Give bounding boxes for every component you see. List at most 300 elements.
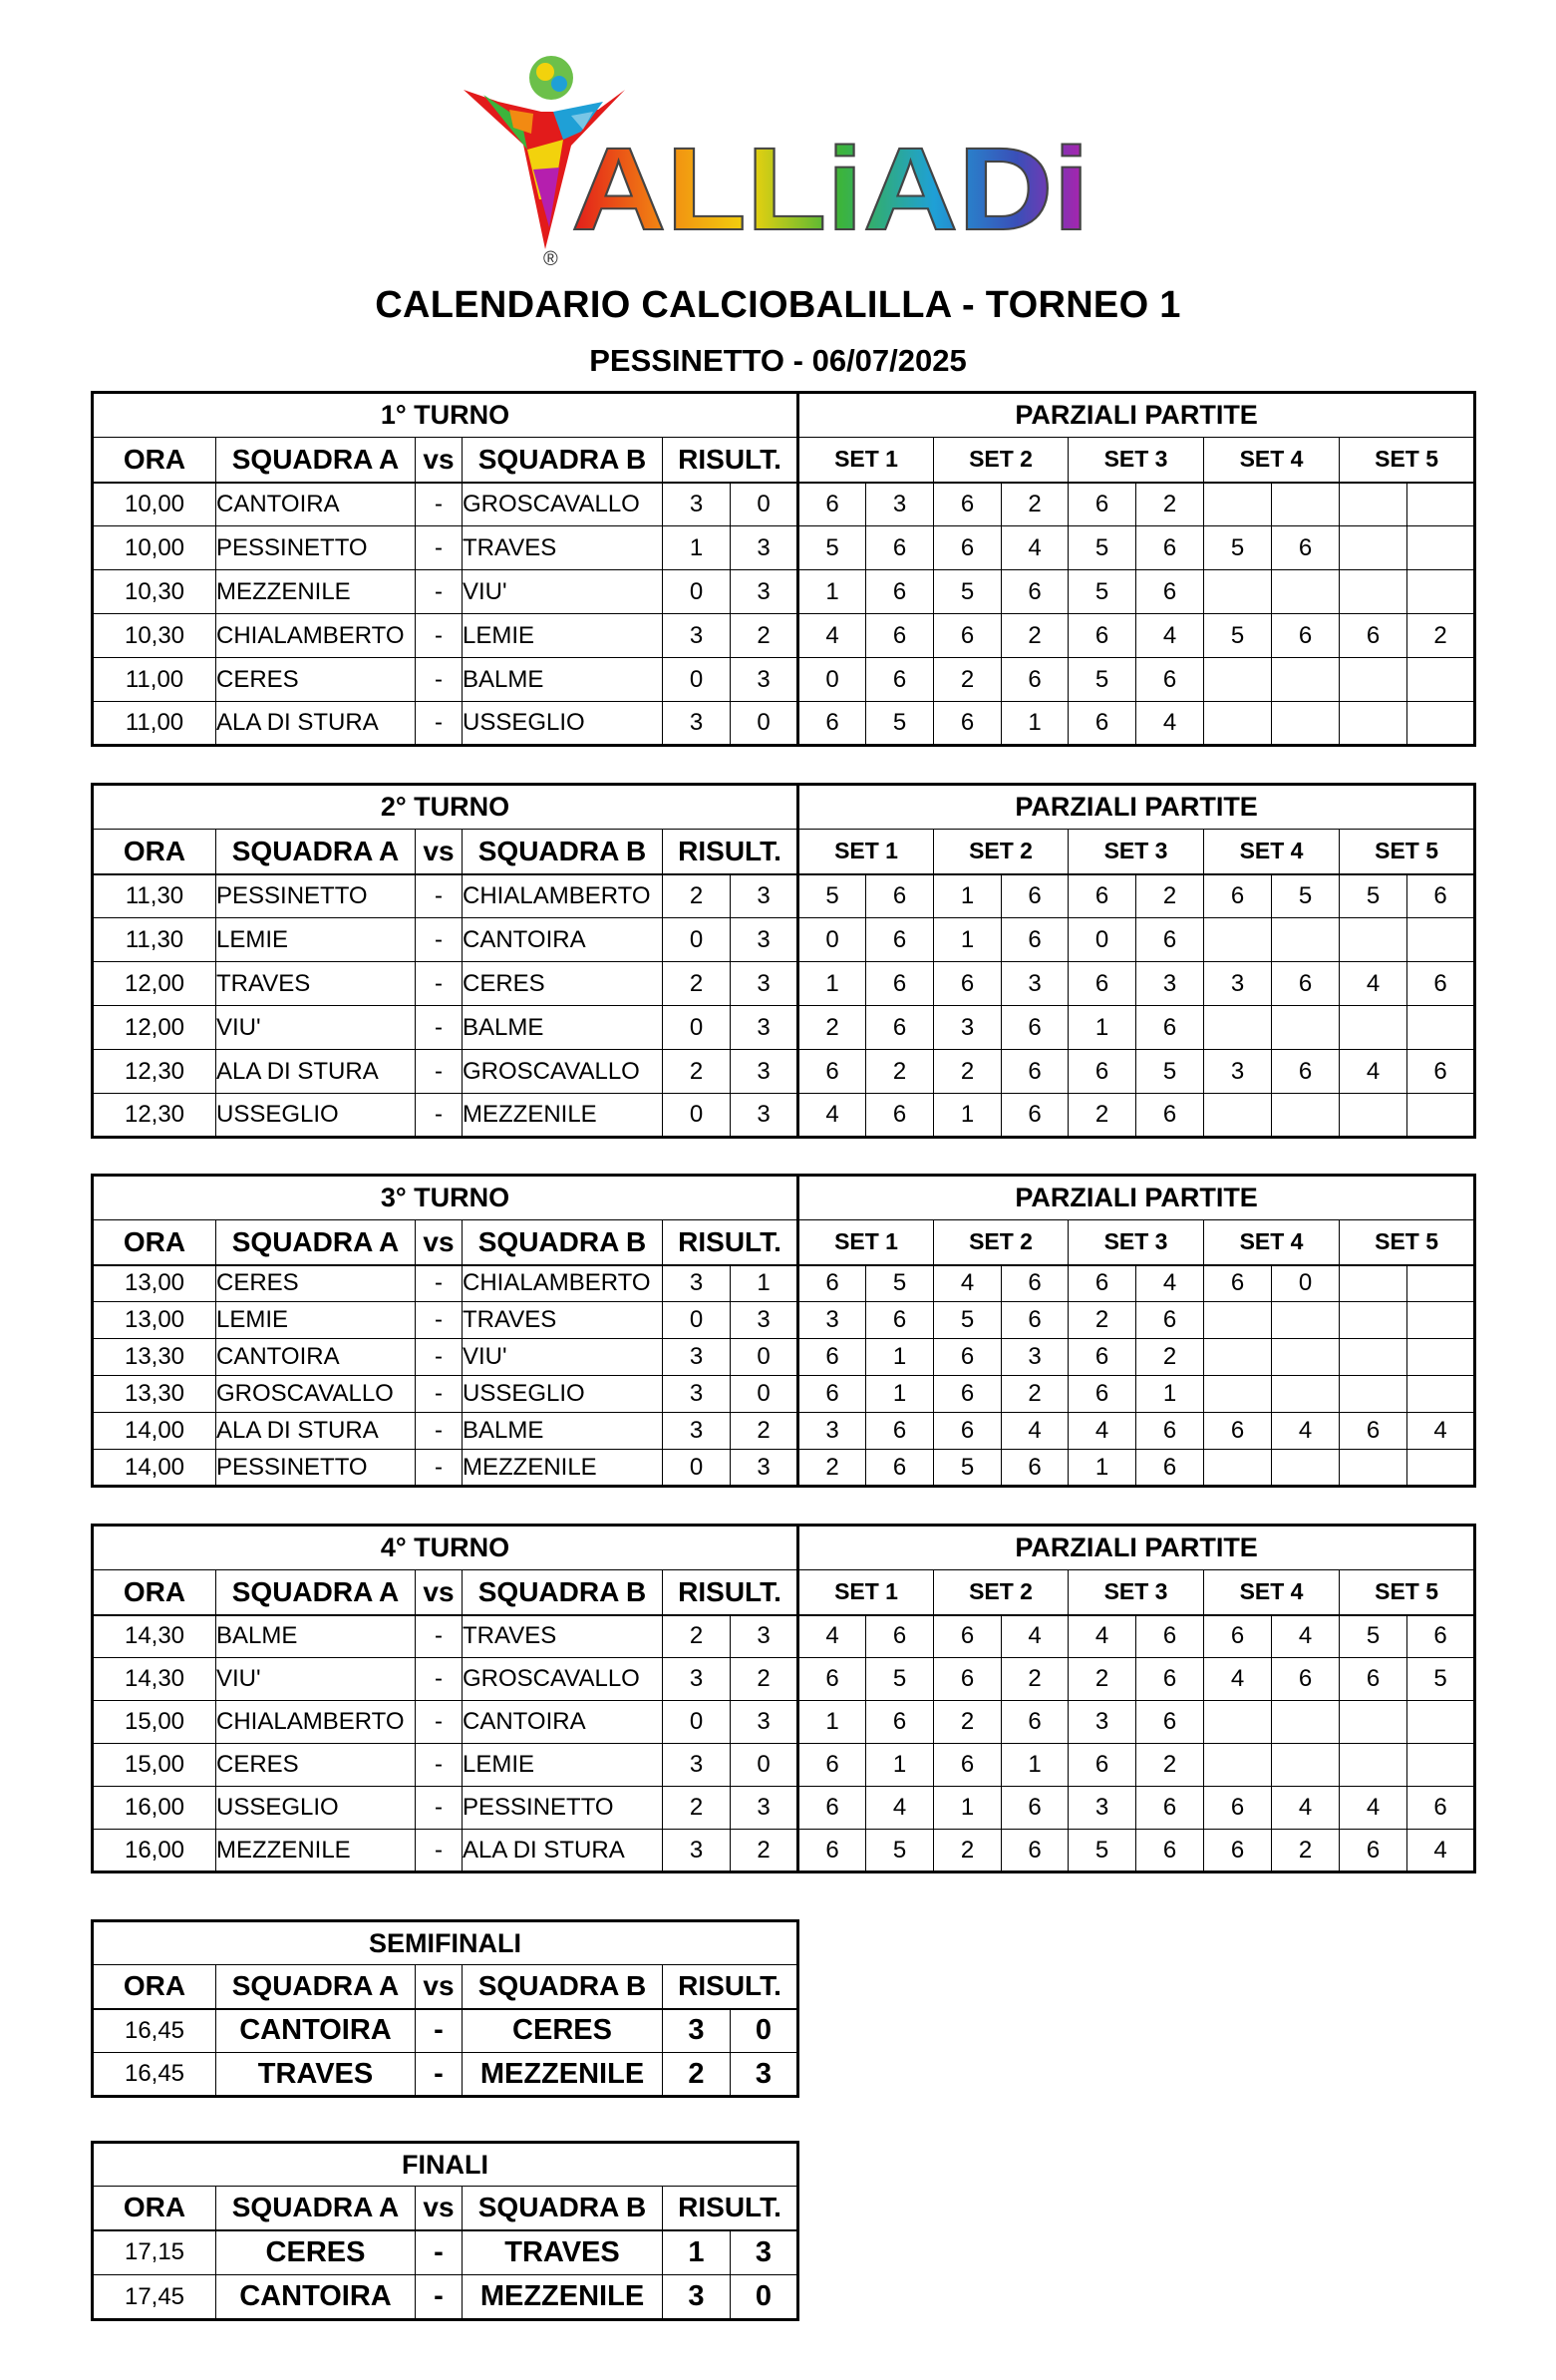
team-a: CANTOIRA [216,2009,416,2053]
set-score: 4 [1272,1615,1340,1658]
match-row [93,1787,1475,1830]
team-b: TRAVES [463,1302,663,1339]
score-a: 3 [663,1413,731,1450]
set-score: 5 [1069,570,1136,614]
set-score [1204,918,1272,962]
set-score: 4 [1340,1787,1407,1830]
team-b: CHIALAMBERTO [463,874,663,918]
team-b: GROSCAVALLO [463,1050,663,1094]
set-score: 4 [1407,1830,1475,1872]
team-b: MEZZENILE [463,1094,663,1138]
set-score: 5 [866,702,934,746]
set-score: 5 [1136,1050,1204,1094]
team-a: LEMIE [216,918,416,962]
team-a: MEZZENILE [216,1830,416,1872]
set-score: 6 [1002,1701,1069,1744]
set-score: 6 [1002,570,1069,614]
set-score: 6 [1340,1658,1407,1701]
team-b: GROSCAVALLO [463,483,663,526]
set-score: 3 [866,483,934,526]
set-score [1407,1701,1475,1744]
set-score: 2 [1272,1830,1340,1872]
header-set-4: SET 4 [1204,1220,1340,1265]
team-b: MEZZENILE [463,1450,663,1487]
set-score: 6 [1340,1830,1407,1872]
header-vs: vs [416,830,463,874]
vs-separator: - [416,1006,463,1050]
match-time: 14,00 [93,1450,216,1487]
set-score: 6 [1340,1413,1407,1450]
set-score [1204,483,1272,526]
set-score [1340,702,1407,746]
score-b: 3 [731,2053,798,2097]
set-score: 1 [934,1787,1002,1830]
vs-separator: - [416,1094,463,1138]
team-b: GROSCAVALLO [463,1658,663,1701]
set-score: 6 [1002,1265,1069,1302]
set-score [1407,1006,1475,1050]
set-score: 1 [1069,1450,1136,1487]
team-a: TRAVES [216,962,416,1006]
team-a: ALA DI STURA [216,1050,416,1094]
set-score: 5 [798,526,866,570]
score-b: 2 [731,614,798,658]
set-score: 6 [1136,918,1204,962]
set-score: 2 [934,658,1002,702]
set-score [1340,1006,1407,1050]
round-header-row [93,1176,1475,1220]
match-time: 14,30 [93,1615,216,1658]
vs-separator: - [416,2053,463,2097]
set-score: 6 [1136,1094,1204,1138]
header-vs: vs [416,438,463,483]
set-score: 4 [1069,1413,1136,1450]
set-score: 2 [1136,483,1204,526]
header-risult: RISULT. [663,1220,798,1265]
column-header-row [93,1220,1475,1265]
header-set-5: SET 5 [1340,438,1475,483]
header-risult: RISULT. [663,2187,798,2230]
team-b: BALME [463,1006,663,1050]
set-score: 1 [866,1744,934,1787]
team-a: CERES [216,1744,416,1787]
set-score: 1 [798,962,866,1006]
match-row [93,702,1475,746]
header-squadra-a: SQUADRA A [216,2187,416,2230]
set-score [1272,918,1340,962]
match-row [93,1450,1475,1487]
vs-separator: - [416,874,463,918]
set-score: 6 [866,526,934,570]
set-score: 6 [1002,918,1069,962]
header-set-4: SET 4 [1204,438,1340,483]
score-a: 3 [663,2275,731,2320]
match-row [93,1376,1475,1413]
set-score: 6 [866,962,934,1006]
set-score: 6 [1069,1265,1136,1302]
set-score: 2 [798,1450,866,1487]
set-score [1204,1376,1272,1413]
set-score: 6 [934,526,1002,570]
score-a: 3 [663,614,731,658]
match-time: 10,00 [93,526,216,570]
vs-separator: - [416,2009,463,2053]
match-row [93,1830,1475,1872]
team-a: CANTOIRA [216,2275,416,2320]
score-b: 3 [731,658,798,702]
set-score [1272,658,1340,702]
vs-separator: - [416,1050,463,1094]
round-title: 4° TURNO [93,1526,798,1570]
set-score: 4 [1204,1658,1272,1701]
set-score: 2 [934,1830,1002,1872]
set-score: 6 [1069,483,1136,526]
set-score: 3 [798,1413,866,1450]
header-set-3: SET 3 [1069,1220,1204,1265]
set-score: 6 [934,962,1002,1006]
set-score: 2 [1002,1658,1069,1701]
team-a: PESSINETTO [216,1450,416,1487]
set-score: 6 [1002,1830,1069,1872]
parziali-header: PARZIALI PARTITE [798,1176,1475,1220]
set-score: 4 [798,1615,866,1658]
team-a: ALA DI STURA [216,1413,416,1450]
team-a: TRAVES [216,2053,416,2097]
header-set-5: SET 5 [1340,1570,1475,1615]
set-score: 2 [1136,874,1204,918]
score-a: 3 [663,1830,731,1872]
score-b: 3 [731,874,798,918]
set-score: 6 [934,1413,1002,1450]
set-score: 6 [1002,1787,1069,1830]
set-score: 6 [1002,1450,1069,1487]
team-a: GROSCAVALLO [216,1376,416,1413]
header-squadra-b: SQUADRA B [463,438,663,483]
match-row [93,1094,1475,1138]
vs-separator: - [416,570,463,614]
parziali-header: PARZIALI PARTITE [798,785,1475,830]
set-score: 6 [1069,1376,1136,1413]
set-score: 6 [1136,570,1204,614]
set-score: 0 [798,658,866,702]
header-set-4: SET 4 [1204,1570,1340,1615]
header-set-1: SET 1 [798,830,934,874]
set-score: 6 [866,874,934,918]
match-row [93,658,1475,702]
set-score: 4 [1002,1615,1069,1658]
match-time: 11,00 [93,702,216,746]
team-a: CANTOIRA [216,483,416,526]
match-time: 16,45 [93,2009,216,2053]
match-row [93,962,1475,1006]
semifinali-table [91,1919,799,2098]
score-b: 0 [731,1376,798,1413]
header-set-1: SET 1 [798,438,934,483]
match-time: 15,00 [93,1744,216,1787]
set-score: 6 [1002,874,1069,918]
set-score [1204,570,1272,614]
set-score: 6 [798,1744,866,1787]
header-set-4: SET 4 [1204,830,1340,874]
set-score: 4 [1136,702,1204,746]
set-score: 3 [1069,1701,1136,1744]
set-score: 0 [798,918,866,962]
set-score: 6 [798,1830,866,1872]
set-score: 2 [798,1006,866,1050]
team-a: VIU' [216,1658,416,1701]
set-score: 4 [1002,1413,1069,1450]
set-score: 4 [1069,1615,1136,1658]
set-score [1204,1450,1272,1487]
set-score: 1 [798,1701,866,1744]
match-time: 12,00 [93,1006,216,1050]
header-set-1: SET 1 [798,1570,934,1615]
header-vs: vs [416,1220,463,1265]
set-score [1407,526,1475,570]
team-a: CHIALAMBERTO [216,1701,416,1744]
set-score: 2 [934,1050,1002,1094]
team-a: LEMIE [216,1302,416,1339]
set-score: 6 [866,1450,934,1487]
header-risult: RISULT. [663,1965,798,2009]
team-b: ALA DI STURA [463,1830,663,1872]
set-score: 3 [1069,1787,1136,1830]
set-score: 3 [934,1006,1002,1050]
set-score: 6 [1069,614,1136,658]
match-row [93,1701,1475,1744]
set-score [1204,1744,1272,1787]
score-a: 3 [663,1339,731,1376]
set-score [1340,483,1407,526]
set-score: 0 [1272,1265,1340,1302]
set-score: 6 [1272,614,1340,658]
set-score: 6 [798,483,866,526]
match-time: 10,30 [93,570,216,614]
set-score [1407,702,1475,746]
team-b: CHIALAMBERTO [463,1265,663,1302]
set-score: 6 [1204,1787,1272,1830]
set-score: 4 [1340,962,1407,1006]
set-score: 6 [1407,874,1475,918]
set-score: 2 [1069,1302,1136,1339]
match-time: 10,00 [93,483,216,526]
set-score: 1 [866,1376,934,1413]
vs-separator: - [416,1658,463,1701]
score-a: 3 [663,702,731,746]
finali-header-row [93,2143,798,2187]
set-score: 4 [1136,614,1204,658]
round-table-2 [91,783,1476,1139]
header-ora: ORA [93,1965,216,2009]
set-score: 6 [1407,1615,1475,1658]
set-score: 6 [866,570,934,614]
round-header-row [93,785,1475,830]
set-score: 6 [934,1744,1002,1787]
column-header-row [93,2187,798,2230]
set-score: 1 [934,1094,1002,1138]
header-ora: ORA [93,1570,216,1615]
set-score [1407,570,1475,614]
round-table-3 [91,1174,1476,1488]
set-score: 2 [1136,1339,1204,1376]
vs-separator: - [416,1302,463,1339]
score-b: 3 [731,1450,798,1487]
team-b: USSEGLIO [463,702,663,746]
set-score: 5 [798,874,866,918]
team-a: VIU' [216,1006,416,1050]
score-b: 1 [731,1265,798,1302]
column-header-row [93,1570,1475,1615]
set-score: 5 [934,570,1002,614]
match-row [93,2053,798,2097]
round-header-row [93,393,1475,438]
match-time: 11,30 [93,918,216,962]
team-a: ALA DI STURA [216,702,416,746]
match-time: 12,30 [93,1094,216,1138]
score-b: 3 [731,1787,798,1830]
header-set-2: SET 2 [934,438,1069,483]
set-score [1272,1701,1340,1744]
header-set-3: SET 3 [1069,1570,1204,1615]
header-squadra-a: SQUADRA A [216,1220,416,1265]
set-score: 6 [1136,1006,1204,1050]
set-score: 6 [1002,1050,1069,1094]
set-score: 6 [1407,1050,1475,1094]
match-time: 13,30 [93,1339,216,1376]
set-score: 6 [1204,1413,1272,1450]
set-score: 2 [1136,1744,1204,1787]
parziali-header: PARZIALI PARTITE [798,393,1475,438]
set-score: 6 [798,1787,866,1830]
set-score: 6 [866,1302,934,1339]
match-row [93,918,1475,962]
team-a: BALME [216,1615,416,1658]
set-score: 2 [1069,1094,1136,1138]
set-score: 6 [798,1339,866,1376]
set-score: 6 [934,1339,1002,1376]
team-b: TRAVES [463,526,663,570]
header-risult: RISULT. [663,1570,798,1615]
match-time: 14,00 [93,1413,216,1450]
set-score: 6 [1204,1265,1272,1302]
vs-separator: - [416,658,463,702]
set-score: 6 [934,1376,1002,1413]
header-ora: ORA [93,1220,216,1265]
match-time: 17,45 [93,2275,216,2320]
vs-separator: - [416,1265,463,1302]
team-a: MEZZENILE [216,570,416,614]
semifinali-header-row [93,1921,798,1965]
vs-separator: - [416,1615,463,1658]
header-squadra-b: SQUADRA B [463,1220,663,1265]
set-score: 5 [866,1265,934,1302]
set-score: 4 [798,614,866,658]
score-a: 0 [663,1302,731,1339]
match-time: 14,30 [93,1658,216,1701]
score-a: 2 [663,1050,731,1094]
column-header-row [93,830,1475,874]
set-score [1204,702,1272,746]
team-a: USSEGLIO [216,1787,416,1830]
svg-text:ALLiADi: ALLiADi [571,124,1089,255]
set-score [1340,570,1407,614]
match-time: 10,30 [93,614,216,658]
set-score: 6 [1136,1615,1204,1658]
set-score [1407,1376,1475,1413]
score-a: 3 [663,1376,731,1413]
set-score: 3 [798,1302,866,1339]
score-b: 3 [731,2230,798,2275]
match-row [93,874,1475,918]
set-score [1272,1450,1340,1487]
set-score: 6 [1002,1006,1069,1050]
set-score: 6 [934,614,1002,658]
score-a: 3 [663,2009,731,2053]
score-a: 3 [663,1265,731,1302]
set-score: 2 [1002,1376,1069,1413]
set-score: 4 [866,1787,934,1830]
set-score [1272,702,1340,746]
set-score: 6 [1069,874,1136,918]
set-score: 6 [866,918,934,962]
score-a: 0 [663,918,731,962]
score-b: 3 [731,962,798,1006]
header-risult: RISULT. [663,438,798,483]
set-score: 6 [1340,614,1407,658]
svg-text:®: ® [543,248,558,270]
parziali-header: PARZIALI PARTITE [798,1526,1475,1570]
column-header-row [93,438,1475,483]
set-score: 1 [1002,702,1069,746]
match-time: 15,00 [93,1701,216,1744]
match-time: 16,00 [93,1830,216,1872]
set-score: 6 [866,1615,934,1658]
set-score: 4 [934,1265,1002,1302]
set-score [1407,1302,1475,1339]
header-squadra-a: SQUADRA A [216,1570,416,1615]
vs-separator: - [416,483,463,526]
set-score: 6 [1002,658,1069,702]
score-b: 0 [731,2275,798,2320]
set-score: 5 [866,1830,934,1872]
team-b: CERES [463,962,663,1006]
header-set-5: SET 5 [1340,1220,1475,1265]
round-table-4 [91,1524,1476,1873]
score-b: 2 [731,1413,798,1450]
set-score: 6 [934,1658,1002,1701]
set-score: 6 [798,1658,866,1701]
match-row [93,1744,1475,1787]
set-score: 6 [1136,1302,1204,1339]
match-row [93,1006,1475,1050]
score-a: 3 [663,1744,731,1787]
match-row [93,2230,798,2275]
score-b: 3 [731,1615,798,1658]
match-row [93,1658,1475,1701]
set-score: 6 [1204,874,1272,918]
team-a: CHIALAMBERTO [216,614,416,658]
set-score [1272,1094,1340,1138]
page-title: CALENDARIO CALCIOBALILLA - TORNEO 1 [375,284,1181,326]
round-title: 2° TURNO [93,785,798,830]
team-b: CANTOIRA [463,1701,663,1744]
team-b: USSEGLIO [463,1376,663,1413]
score-b: 0 [731,2009,798,2053]
team-b: PESSINETTO [463,1787,663,1830]
set-score [1340,918,1407,962]
header-vs: vs [416,2187,463,2230]
set-score: 1 [1136,1376,1204,1413]
